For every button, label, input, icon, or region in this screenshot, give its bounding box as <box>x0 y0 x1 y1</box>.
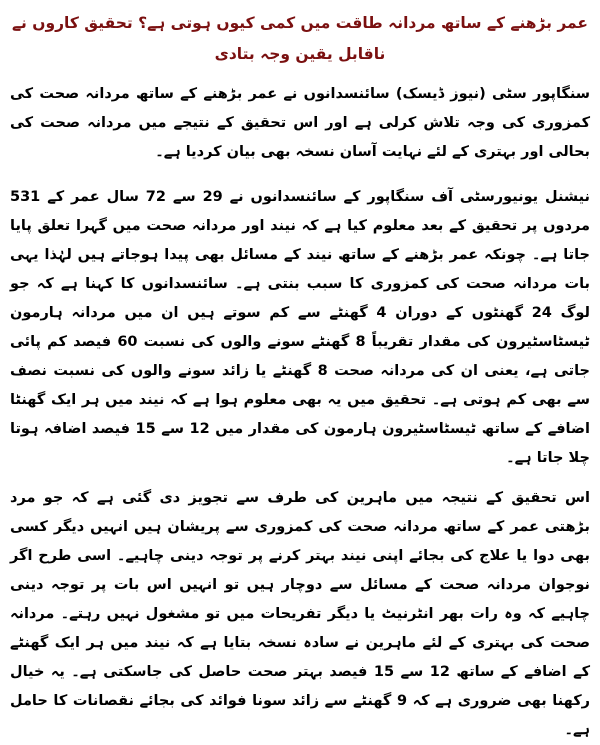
article-headline: عمر بڑھنے کے ساتھ مردانہ طاقت میں کمی کیوں ہوتی ہے؟ تحقیق کاروں نے ناقابل یقین وجہ بتادی <box>11 14 589 63</box>
article-paragraph: اس تحقیق کے نتیجہ میں ماہرین کی طرف سے تجویز دی گئی ہے کہ جو مرد بڑھتی عمر کے ساتھ مردانہ صحت کی کمزوری سے پریشان ہیں انہیں دیگر کسی بھی دوا یا علاج کی بجائے اپنی نیند بہتر کرنے پر توجہ دینی چاہیے۔ اسی طرح اگر نوجوان مردانہ صحت کے مسائل سے دوچار ہیں تو انہیں اس بات پر توجہ دینی چاہیے کہ وہ رات بھر انٹرنیٹ یا دیگر تفریحات میں تو مشغول نہیں رہتے۔ مردانہ صحت کی بہتری کے لئے ماہرین نے سادہ نسخہ بتایا ہے کہ نیند میں ہر ایک گھنٹے کے اضافے کے ساتھ 12 سے 15 فیصد بہتر صحت حاصل کی جاسکتی ہے۔ یہ خیال رکھنا بھی ضروری ہے کہ 9 گھنٹے سے زائد سونا فوائد کی بجائے نقصانات کا حامل ہے۔ <box>10 490 591 738</box>
article-paragraph: نیشنل یونیورسٹی آف سنگاپور کے سائنسدانوں نے 29 سے 72 سال عمر کے 531 مردوں پر تحقیق کے بعد معلوم کیا ہے کہ نیند اور مردانہ صحت میں گہرا تعلق پایا جاتا ہے۔ چونکہ عمر بڑھنے کے ساتھ نیند کے مسائل بھی پیدا ہوجاتے ہیں لہٰذا یہی بات مردانہ صحت کی کمزوری کا سبب بنتی ہے۔ سائنسدانوں کا کہنا ہے کہ جو لوگ 24 گھنٹوں کے دوران 4 گھنٹے سے کم سوتے ہیں ان میں مردانہ ہارمون ٹیسٹاسٹیرون کی مقدار تقریباً 8 گھنٹے سونے والوں کی نسبت 60 فیصد کم پائی جاتی ہے، یعنی ان کی مردانہ صحت 8 گھنٹے یا زائد سونے والوں کی نسبت نصف سے بھی کم ہوتی ہے۔ تحقیق میں یہ بھی معلوم ہوا ہے کہ نیند میں ہر ایک گھنٹا اضافے کے ساتھ ٹیسٹاسٹیرون ہارمون کی مقدار میں 12 سے 15 فیصد اضافہ ہوتا چلا جاتا ہے۔ <box>10 189 590 466</box>
article-intro: سنگاپور سٹی (نیوز ڈیسک) سائنسدانوں نے عمر بڑھنے کے ساتھ مردانہ صحت کی کمزوری کی وجہ تلاش کرلی ہے اور اس تحقیق کے نتیجے میں مردانہ صحت کی بحالی اور بہتری کے لئے نہایت آسان نسخہ بھی بیان کردیا ہے۔ <box>10 86 590 160</box>
